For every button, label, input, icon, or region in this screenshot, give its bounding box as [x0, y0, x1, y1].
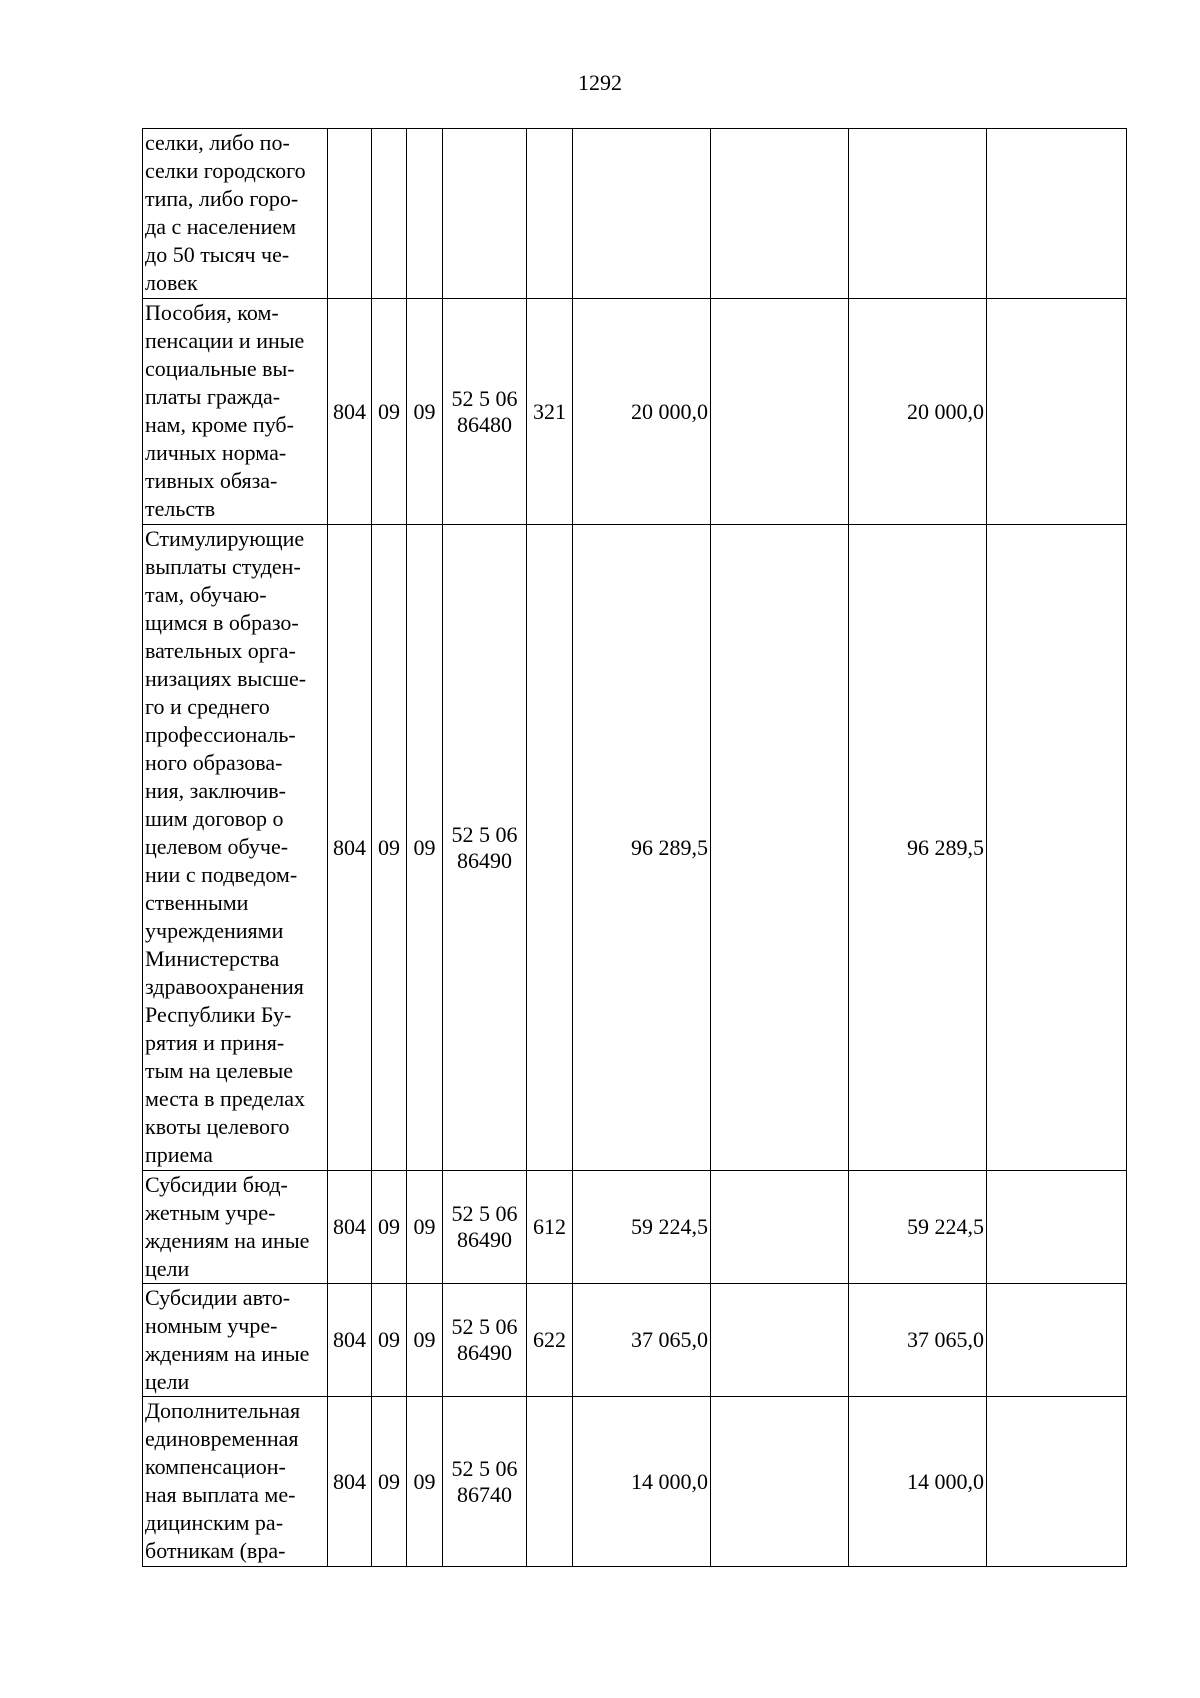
empty-cell	[987, 1397, 1127, 1567]
target-code-part: 86740	[457, 1481, 512, 1507]
page-number: 1292	[578, 70, 622, 95]
empty-cell	[987, 1284, 1127, 1397]
target-code-part: 86490	[457, 1227, 512, 1252]
empty-cell	[987, 129, 1127, 299]
row-description	[143, 1171, 328, 1284]
description-line: низациях высше-	[145, 666, 307, 691]
expense-type-code	[527, 525, 573, 1171]
target-article-code	[443, 1171, 527, 1284]
target-code-part: 52 5 06	[451, 1314, 518, 1339]
expense-type-code: 321	[527, 299, 573, 525]
description-line: пенсации и иные	[145, 328, 305, 353]
description-line: номным учре-	[145, 1313, 278, 1338]
subsection-code: 09	[407, 1284, 443, 1397]
section-code: 09	[372, 1397, 407, 1567]
description-line: места в пределах	[145, 1086, 305, 1111]
ministry-code: 804	[328, 1397, 372, 1567]
table-row	[143, 1284, 1127, 1397]
subsection-code	[407, 129, 443, 299]
description-line: здравоохранения	[145, 974, 304, 999]
description-line: там, обучаю-	[145, 582, 267, 607]
empty-cell	[711, 299, 849, 525]
section-code: 09	[372, 525, 407, 1171]
empty-cell	[987, 525, 1127, 1171]
description-line: нам, кроме пуб-	[145, 412, 294, 437]
description-line: селки городского	[145, 158, 306, 183]
section-code	[372, 129, 407, 299]
description-line: платы гражда-	[145, 384, 281, 409]
description-line: ждениям на иные	[145, 1341, 310, 1366]
amount-cell	[573, 129, 711, 299]
amount-cell-2: 96 289,5	[849, 525, 987, 1171]
subsection-code: 09	[407, 525, 443, 1171]
target-article-code	[443, 1284, 527, 1397]
budget-table	[142, 128, 1127, 1567]
amount-cell: 96 289,5	[573, 525, 711, 1171]
description-line: квоты целевого	[145, 1114, 290, 1139]
expense-type-code	[527, 129, 573, 299]
expense-type-code: 612	[527, 1171, 573, 1284]
description-line: ная выплата ме-	[145, 1482, 296, 1507]
description-line: профессиональ-	[145, 722, 296, 747]
subsection-code: 09	[407, 1171, 443, 1284]
description-line: единовременная	[145, 1426, 299, 1451]
amount-cell-2: 20 000,0	[849, 299, 987, 525]
target-code-part: 52 5 06	[451, 1455, 518, 1481]
description-line: личных норма-	[145, 440, 287, 465]
amount-cell: 14 000,0	[573, 1397, 711, 1567]
description-line: шим договор о	[145, 806, 284, 831]
empty-cell	[711, 1171, 849, 1284]
section-code: 09	[372, 1171, 407, 1284]
target-code-part: 86490	[457, 1340, 512, 1365]
table-body	[143, 129, 1127, 1567]
row-description	[143, 299, 328, 525]
row-description	[143, 1397, 328, 1567]
description-line: ственными	[145, 890, 249, 915]
amount-cell: 59 224,5	[573, 1171, 711, 1284]
table-row	[143, 1397, 1127, 1567]
description-line: го и среднего	[145, 694, 270, 719]
amount-cell-2: 37 065,0	[849, 1284, 987, 1397]
description-line: Субсидии бюд-	[145, 1172, 288, 1197]
ministry-code: 804	[328, 525, 372, 1171]
subsection-code: 09	[407, 299, 443, 525]
description-line: ного образова-	[145, 750, 283, 775]
target-code-part: 52 5 06	[451, 385, 518, 411]
description-line: селки, либо по-	[145, 130, 290, 155]
description-line: ния, заключив-	[145, 778, 286, 803]
ministry-code	[328, 129, 372, 299]
description-line: тивных обяза-	[145, 468, 278, 493]
row-description	[143, 1284, 328, 1397]
description-line: Пособия, ком-	[145, 300, 279, 325]
description-line: щимся в образо-	[145, 610, 299, 635]
description-line: Стимулирующие	[145, 526, 305, 551]
table-row	[143, 525, 1127, 1171]
description-line: цели	[145, 1369, 190, 1394]
target-article-code	[443, 1397, 527, 1567]
description-line: жетным учре-	[145, 1200, 276, 1225]
amount-cell-2: 59 224,5	[849, 1171, 987, 1284]
description-line: приема	[145, 1142, 213, 1167]
description-line: выплаты студен-	[145, 554, 301, 579]
empty-cell	[711, 525, 849, 1171]
empty-cell	[711, 1397, 849, 1567]
empty-cell	[987, 1171, 1127, 1284]
section-code: 09	[372, 1284, 407, 1397]
description-line: Субсидии авто-	[145, 1285, 291, 1310]
subsection-code: 09	[407, 1397, 443, 1567]
amount-cell-2	[849, 129, 987, 299]
ministry-code: 804	[328, 1171, 372, 1284]
expense-type-code: 622	[527, 1284, 573, 1397]
description-line: целевом обуче-	[145, 834, 289, 859]
ministry-code: 804	[328, 1284, 372, 1397]
target-article-code	[443, 525, 527, 1171]
description-line: до 50 тысяч че-	[145, 242, 290, 267]
amount-cell: 20 000,0	[573, 299, 711, 525]
expense-type-code	[527, 1397, 573, 1567]
section-code: 09	[372, 299, 407, 525]
empty-cell	[987, 299, 1127, 525]
description-line: социальные вы-	[145, 356, 295, 381]
target-code-part: 86490	[457, 847, 512, 873]
description-line: вательных орга-	[145, 638, 296, 663]
target-code-part: 86480	[457, 411, 512, 437]
table-row	[143, 299, 1127, 525]
table-row	[143, 129, 1127, 299]
description-line: тым на целевые	[145, 1058, 294, 1083]
target-article-code	[443, 129, 527, 299]
empty-cell	[711, 129, 849, 299]
table-row	[143, 1171, 1127, 1284]
description-line: Министерства	[145, 946, 280, 971]
description-line: тельств	[145, 496, 216, 521]
empty-cell	[711, 1284, 849, 1397]
target-code-part: 52 5 06	[451, 821, 518, 847]
description-line: цели	[145, 1256, 190, 1281]
target-article-code	[443, 299, 527, 525]
description-line: Республики Бу-	[145, 1002, 292, 1027]
amount-cell: 37 065,0	[573, 1284, 711, 1397]
description-line: Дополнительная	[145, 1398, 301, 1423]
description-line: ждениям на иные	[145, 1228, 310, 1253]
description-line: ботникам (вра-	[145, 1538, 286, 1563]
row-description	[143, 129, 328, 299]
description-line: ловек	[145, 270, 198, 295]
description-line: рятия и приня-	[145, 1030, 285, 1055]
description-line: дицинским ра-	[145, 1510, 284, 1535]
ministry-code: 804	[328, 299, 372, 525]
amount-cell-2: 14 000,0	[849, 1397, 987, 1567]
description-line: типа, либо горо-	[145, 186, 299, 211]
row-description	[143, 525, 328, 1171]
description-line: учреждениями	[145, 918, 284, 943]
description-line: да с населением	[145, 214, 297, 239]
description-line: компенсацион-	[145, 1454, 286, 1479]
description-line: нии с подведом-	[145, 862, 298, 887]
target-code-part: 52 5 06	[451, 1201, 518, 1226]
